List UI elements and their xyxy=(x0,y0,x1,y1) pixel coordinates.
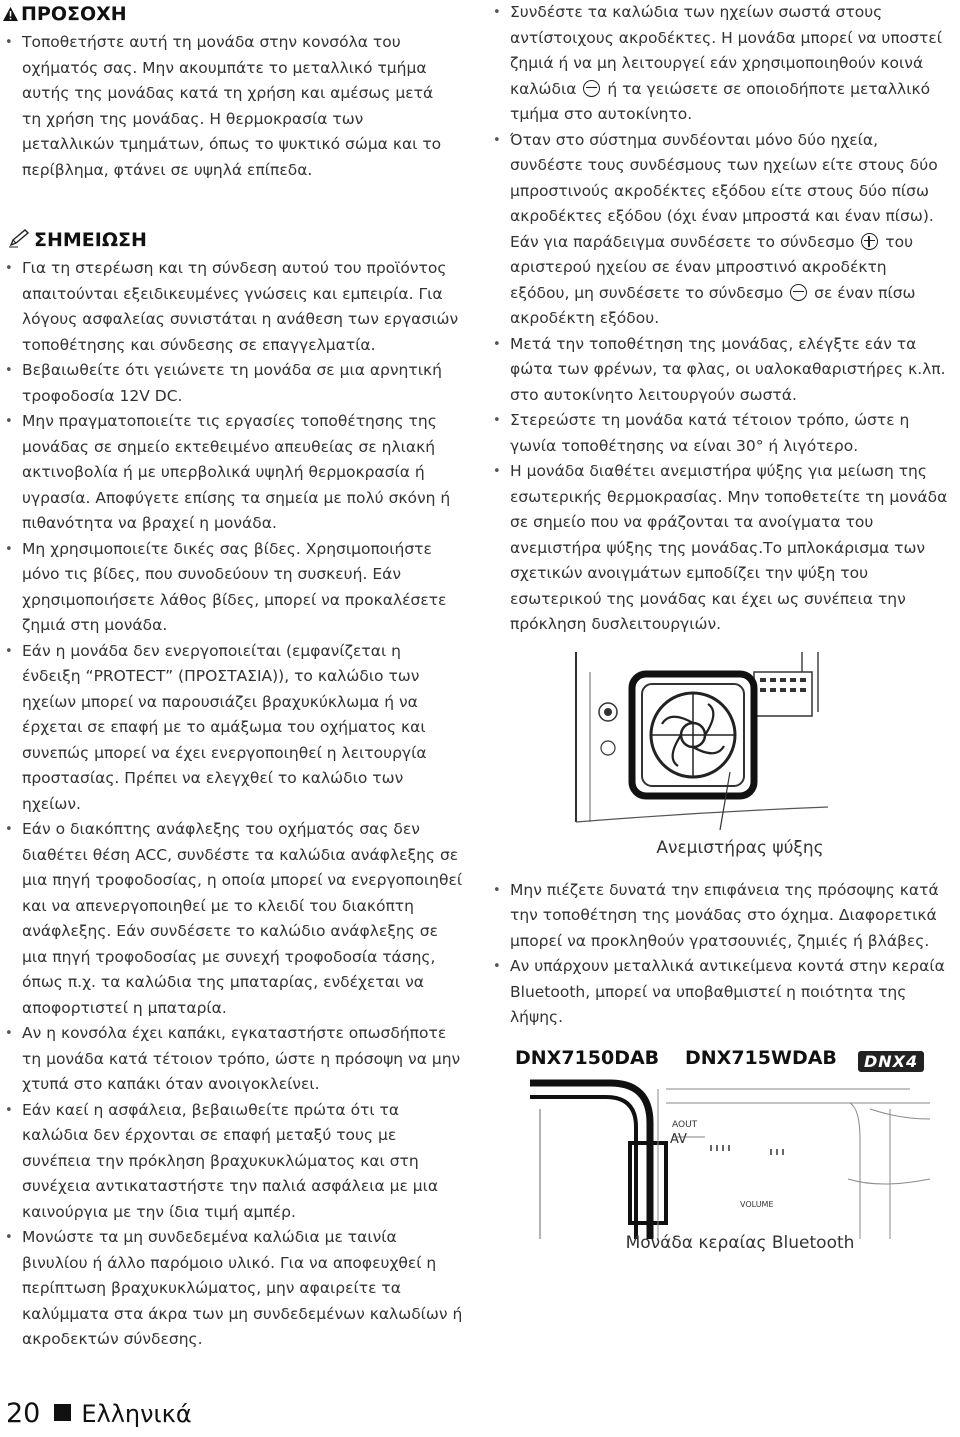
two-speakers-text-3: σε έναν πίσω ακροδέκτη εξόδου. xyxy=(510,283,916,327)
page-number: 20 xyxy=(6,1398,41,1429)
right-column xyxy=(490,0,960,1264)
language-label: Ελληνικά xyxy=(81,1400,192,1428)
two-speakers-text-2: του αριστερού ηχείου σε έναν μπροστινό ακροδέκτη εξόδου, μη συνδέσετε το σύνδεσμο xyxy=(510,232,914,302)
list-item: • Στερεώστε τη μονάδα κατά τέτοιον τρόπο, ώστε η γωνία τοποθέτησης να είναι 30° ή λιγότερο. xyxy=(490,408,948,459)
list-item: • Εάν καεί η ασφάλεια, βεβαιωθείτε πρώτα ότι τα καλώδια δεν έρχονται σε επαφή μεταξύ τους με συνέπεια την πρόκληση βραχυκυκλώματος και στη συνέχεια αντικαταστήστε την παλιά ασφάλεια με μια καινούργια με την ίδια τιμή αμπέρ. xyxy=(2,1098,464,1226)
model-badge: DNX4 xyxy=(858,1051,924,1072)
caution-list xyxy=(2,30,442,183)
bluetooth-antenna-illustration xyxy=(530,1079,930,1244)
list-item: • Τοποθετήστε αυτή τη μονάδα στην κονσόλα του οχήματός σας. Μην ακουμπάτε το μεταλλικό τμήμα αυτής της μονάδας κατά τη χρήση και αμέσως μετά τη χρήση της μονάδας. Η θερμοκρασία των μεταλλικών τμημάτων, όπως το ψυκτικό σώμα και το περίβλημα, φτάνει σε υψηλά επίπεδα. xyxy=(2,30,442,183)
bluetooth-antenna-figure xyxy=(490,1039,960,1264)
speaker-wire-text-end: ή τα γειώσετε σε οποιοδήποτε μεταλλικό τμήμα στο αυτοκίνητο. xyxy=(510,79,931,123)
list-item: • Αν υπάρχουν μεταλλικά αντικείμενα κοντά στην κεραία Bluetooth, μπορεί να υποβαθμιστεί η ποιότητα της λήψης. xyxy=(490,954,960,1031)
note-section xyxy=(2,226,464,1353)
list-item: • Για τη στερέωση και τη σύνδεση αυτού του προϊόντος απαιτούνται εξειδικευμένες γνώσεις και εμπειρία. Για λόγους ασφαλείας συνιστάται η ανάθεση των εργασιών τοποθέτησης και σύνδεσης σε επαγγελματία. xyxy=(2,256,464,358)
model-label: DNX7150DAB xyxy=(515,1046,660,1069)
list-item: • Μονώστε τα μη συνδεδεμένα καλώδια με ταινία βινυλίου ή άλλο παρόμοιο υλικό. Για να αποφευχθεί η περίπτωση βραχυκυκλώματος, μην αφαιρείτε τα καλύμματα στα άκρα των μη συνδεδεμένων καλωδίων ή ακροδεκτών σύνδεσης. xyxy=(2,1225,464,1353)
bt-label-av: AV xyxy=(670,1131,687,1147)
caution-title: ΠΡΟΣΟΧΗ xyxy=(21,3,127,25)
list-item: • Μην πιέζετε δυνατά την επιφάνεια της πρόσοψης κατά την τοποθέτηση της μονάδας στο όχημα. Διαφορετικά μπορεί να προκληθούν γρατσουνιές, ζημιές ή βλάβες. xyxy=(490,878,960,955)
speaker-wire-text: Συνδέστε τα καλώδια των ηχείων σωστά στους αντίστοιχους ακροδέκτες. Η μονάδα μπορεί να υποστεί ζημιά ή να μη λειτουργεί εάν χρησιμοποιηθούν κοινά καλώδια xyxy=(510,3,942,98)
pencil-icon xyxy=(8,228,32,256)
list-item xyxy=(490,0,948,128)
list-item: • Βεβαιωθείτε ότι γειώνετε τη μονάδα σε μια αρνητική τροφοδοσία 12V DC. xyxy=(2,358,464,409)
minus-terminal-icon xyxy=(583,80,600,97)
list-item: • Μη χρησιμοποιείτε δικές σας βίδες. Χρησιμοποιήστε μόνο τις βίδες, που συνοδεύουν τη συσκευή. Εάν χρησιμοποιήσετε λάθος βίδες, μπορεί να προκαλέσετε ζημιά στη μονάδα. xyxy=(2,537,464,639)
note-title: ΣΗΜΕΙΩΣΗ xyxy=(34,229,147,251)
list-item: • Εάν ο διακόπτης ανάφλεξης του οχήματός σας δεν διαθέτει θέση ACC, συνδέστε τα καλώδια ανάφλεξης σε μια πηγή τροφοδοσίας, η οποία μπορεί να ενεργοποιηθεί και να απενεργοποιηθεί με το κλειδί του διακόπτη ανάφλεξης. Εάν συνδέσετε το καλώδιο ανάφλεξης σε μια πηγή τροφοδοσίας με συνεχή τροφοδοσία τάσης, όπως π.χ. τα καλώδια της μπαταρίας, ενδέχεται να αποφορτιστεί η μπαταρία. xyxy=(2,817,464,1021)
caution-section xyxy=(2,0,442,183)
two-speakers-text: Όταν στο σύστημα συνδέονται μόνο δύο ηχεία, συνδέστε τους συνδέσμους των ηχείων είτε στους δύο μπροστινούς ακροδέκτες εξόδου είτε στους δύο πίσω ακροδέκτες εξόδου (όχι έναν μπροστά και έναν πίσω). Εάν για παράδειγμα συνδέσετε το σύνδεσμο xyxy=(510,130,938,251)
fan-caption: Ανεμιστήρας ψύξης xyxy=(656,837,824,858)
cooling-fan-illustration xyxy=(570,652,830,832)
note-list xyxy=(2,256,464,1353)
bt-label-volume: VOLUME xyxy=(740,1199,774,1209)
note-heading xyxy=(8,226,464,256)
cooling-fan-figure xyxy=(490,652,960,864)
warning-icon xyxy=(2,2,19,30)
bt-label-aout: AOUT xyxy=(672,1119,698,1130)
list-item: • Μετά την τοποθέτηση της μονάδας, ελέγξτε εάν τα φώτα των φρένων, τα φλας, οι υαλοκαθαριστήρες κ.λπ. στο αυτοκίνητο λειτουργούν σωστά. xyxy=(490,332,948,409)
list-item: • Μην πραγματοποιείτε τις εργασίες τοποθέτησης της μονάδας σε σημείο εκτεθειμένο απευθείας σε ηλιακή ακτινοβολία ή με υπερβολικά υψηλή θερμοκρασία ή υγρασία. Αποφύγετε επίσης τα σημεία με πολύ σκόνη ή πιθανότητα να βραχεί η μονάδα. xyxy=(2,409,464,537)
right-list-2 xyxy=(490,878,960,1031)
caution-heading xyxy=(2,0,442,30)
page-footer xyxy=(6,1398,192,1429)
list-item: • Εάν η μονάδα δεν ενεργοποιείται (εμφανίζεται η ένδειξη “PROTECT” (ΠΡΟΣΤΑΣΙΑ)), το καλώδιο των ηχείων μπορεί να παρουσιάζει βραχυκύκλωμα ή να έρχεται σε επαφή με το αμάξωμα του οχήματος και συνεπώς μπορεί να έχει ενεργοποιηθεί η λειτουργία προστασίας. Πρέπει να ελεγχθεί το καλώδιο των ηχείων. xyxy=(2,639,464,818)
list-item: • Η μονάδα διαθέτει ανεμιστήρα ψύξης για μείωση της εσωτερικής θερμοκρασίας. Μην τοποθετείτε τη μονάδα σε σημείο που να φράζονται τα ανοίγματα του ανεμιστήρα ψύξης της μονάδας.Το μπλοκάρισμα των σχετικών ανοιγμάτων εμποδίζει την ψύξη του εσωτερικού της μονάδας και έχει ως συνέπεια την πρόκληση δυσλειτουργιών. xyxy=(490,459,948,638)
list-item xyxy=(490,128,948,332)
list-item: • Αν η κονσόλα έχει καπάκι, εγκαταστήστε οπωσδήποτε τη μονάδα κατά τέτοιον τρόπο, ώστε η πρόσοψη να μην χτυπά στο καπάκι όταν ανοιγοκλείνει. xyxy=(2,1021,464,1098)
separator-square-icon xyxy=(54,1404,71,1421)
plus-terminal-icon xyxy=(861,233,878,250)
model-label: DNX715WDAB xyxy=(685,1046,837,1069)
minus-terminal-icon xyxy=(790,284,807,301)
bluetooth-caption: Μονάδα κεραίας Bluetooth xyxy=(625,1232,855,1253)
right-list xyxy=(490,0,948,638)
